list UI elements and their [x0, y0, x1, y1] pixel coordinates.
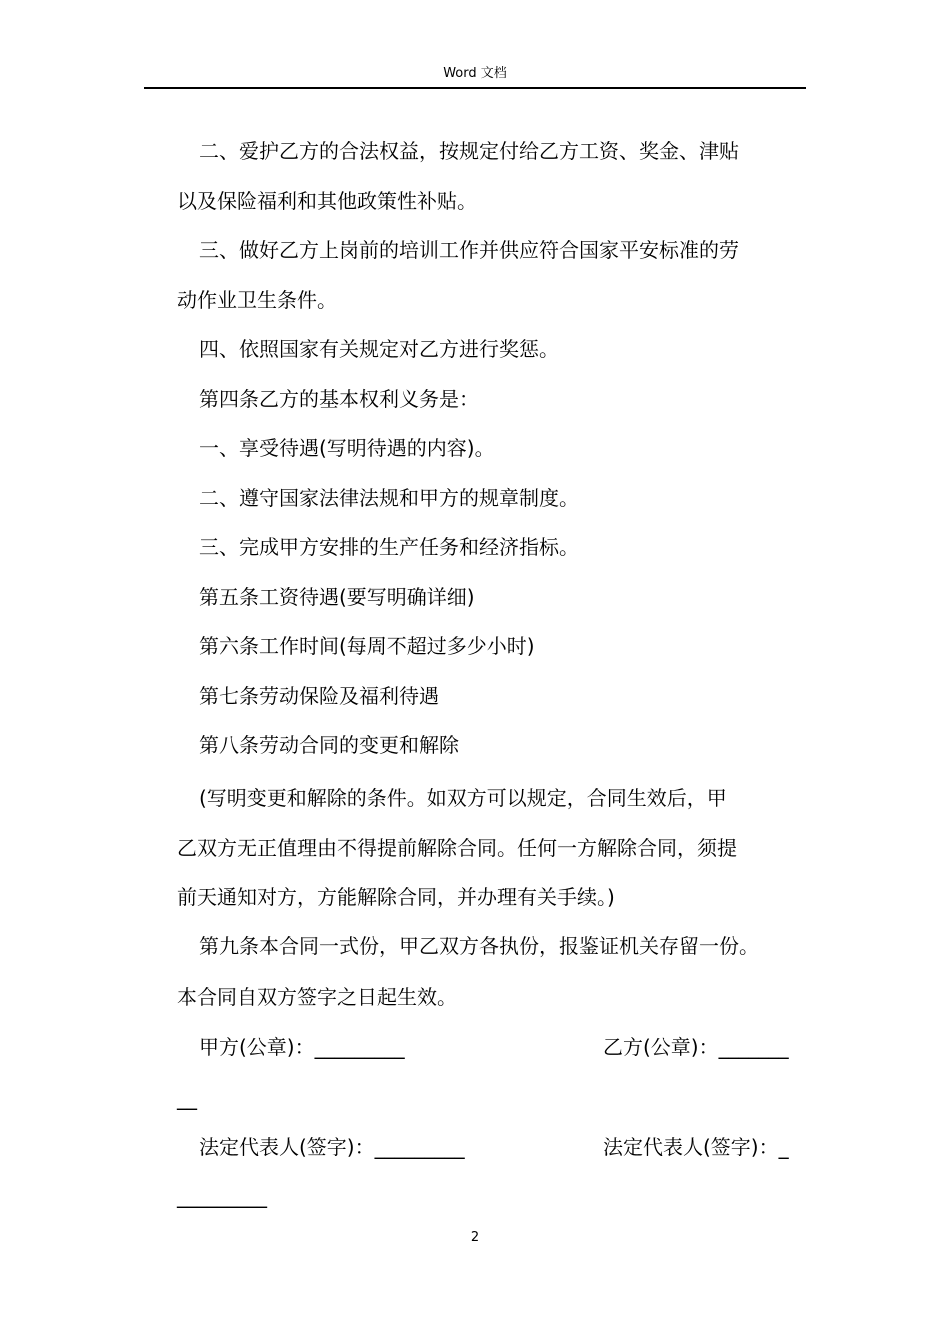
party-b-seal-continuation: __ [177, 1086, 197, 1110]
body-line: 第七条劳动保险及福利待遇 [199, 684, 439, 708]
body-line: 第四条乙方的基本权利义务是： [199, 387, 479, 411]
body-line: 以及保险福利和其他政策性补贴。 [177, 189, 477, 213]
rep-a-signature-line: 法定代表人(签字)：_________ [199, 1135, 465, 1159]
document-header: Word 文档 [443, 66, 507, 81]
body-line: 第九条本合同一式份，甲乙双方各执份，报鉴证机关存留一份。 [199, 934, 759, 958]
party-a-seal-line: 甲方(公章)：_________ [199, 1035, 405, 1059]
body-line: 第六条工作时间(每周不超过多少小时) [199, 634, 535, 658]
body-line: 本合同自双方签字之日起生效。 [177, 985, 457, 1009]
body-line: 第五条工资待遇(要写明确详细) [199, 585, 475, 609]
body-line: 一、享受待遇(写明待遇的内容)。 [199, 436, 495, 460]
body-line: 动作业卫生条件。 [177, 288, 337, 312]
page-number: 2 [470, 1230, 480, 1245]
party-b-seal-line: 乙方(公章)：_______ [603, 1035, 789, 1059]
body-line: 三、做好乙方上岗前的培训工作并供应符合国家平安标准的劳 [199, 238, 739, 262]
body-line: 二、遵守国家法律法规和甲方的规章制度。 [199, 486, 579, 510]
rep-b-signature-line: 法定代表人(签字)：_ [603, 1135, 789, 1159]
body-line: 乙双方无正值理由不得提前解除合同。任何一方解除合同，须提 [177, 836, 737, 860]
body-line: (写明变更和解除的条件。如双方可以规定，合同生效后，甲 [199, 786, 727, 810]
rep-b-signature-continuation: _________ [177, 1184, 267, 1208]
header-divider [144, 87, 806, 89]
body-line: 四、依照国家有关规定对乙方进行奖惩。 [199, 337, 559, 361]
body-line: 第八条劳动合同的变更和解除 [199, 733, 459, 757]
body-line: 前天通知对方，方能解除合同，并办理有关手续。) [177, 885, 615, 909]
body-line: 二、爱护乙方的合法权益，按规定付给乙方工资、奖金、津贴 [199, 139, 739, 163]
body-line: 三、完成甲方安排的生产任务和经济指标。 [199, 535, 579, 559]
